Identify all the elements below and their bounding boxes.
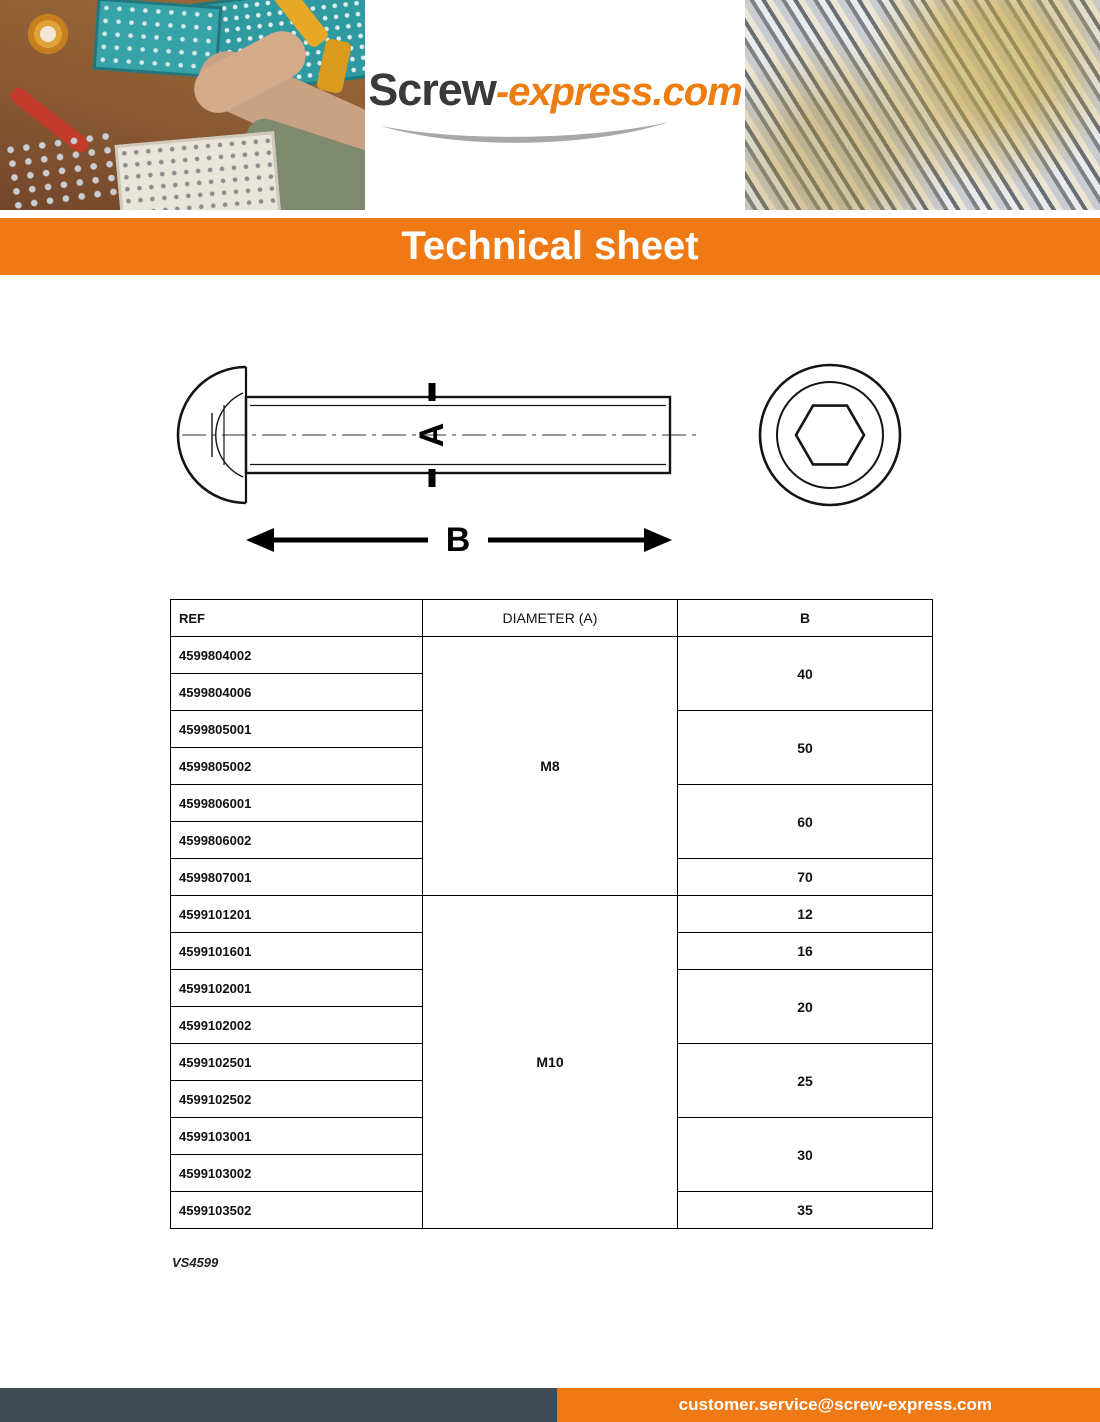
contact-email: customer.service@screw-express.com xyxy=(678,1395,992,1414)
ref-cell: 4599102001 xyxy=(171,970,423,1007)
logo-text xyxy=(368,64,742,116)
b-cell: 12 xyxy=(678,896,933,933)
ref-cell: 4599103502 xyxy=(171,1192,423,1229)
ref-cell: 4599101201 xyxy=(171,896,423,933)
b-cell: 60 xyxy=(678,785,933,859)
b-cell: 20 xyxy=(678,970,933,1044)
dimension-b xyxy=(246,521,672,559)
banner xyxy=(0,218,1100,275)
ref-cell: 4599101601 xyxy=(171,933,423,970)
table-row xyxy=(171,637,933,674)
ref-cell: 4599804002 xyxy=(171,637,423,674)
ref-cell: 4599805001 xyxy=(171,711,423,748)
logo-swoosh xyxy=(375,118,675,146)
b-cell: 35 xyxy=(678,1192,933,1229)
dimension-b-label: B xyxy=(445,521,471,559)
ref-cell: 4599102502 xyxy=(171,1081,423,1118)
logo-text-express: -express.com xyxy=(495,70,742,114)
header xyxy=(0,0,1100,210)
table-row xyxy=(171,896,933,933)
b-cell: 70 xyxy=(678,859,933,896)
b-cell: 25 xyxy=(678,1044,933,1118)
reference-code: VS4599 xyxy=(172,1255,219,1270)
diameter-cell-m8: M8 xyxy=(423,637,678,896)
ref-cell: 4599102501 xyxy=(171,1044,423,1081)
b-cell: 50 xyxy=(678,711,933,785)
screw-front-view xyxy=(760,365,900,505)
photo-screws-pile xyxy=(745,0,1100,210)
dimension-a xyxy=(413,383,451,487)
photo-detail-tape-measure xyxy=(40,26,56,42)
logo-text-screw: Screw xyxy=(368,64,496,115)
photo-detail-tray xyxy=(115,131,282,210)
spec-table xyxy=(170,599,933,1229)
col-header-b: B xyxy=(678,600,933,637)
ref-cell: 4599807001 xyxy=(171,859,423,896)
logo xyxy=(365,0,745,210)
dimension-a-label: A xyxy=(413,422,451,448)
diameter-cell-m10: M10 xyxy=(423,896,678,1229)
spec-table-wrap xyxy=(170,599,1100,1229)
photo-workbench xyxy=(0,0,365,210)
b-cell: 30 xyxy=(678,1118,933,1192)
table-header-row xyxy=(171,600,933,637)
ref-cell: 4599804006 xyxy=(171,674,423,711)
footer-orange-bar xyxy=(557,1388,1100,1422)
col-header-diameter: DIAMETER (A) xyxy=(423,600,678,637)
screw-drawing xyxy=(0,335,1100,585)
photo-detail-screws xyxy=(2,129,121,210)
b-cell: 40 xyxy=(678,637,933,711)
ref-cell: 4599806001 xyxy=(171,785,423,822)
technical-drawing xyxy=(0,335,1100,585)
ref-cell: 4599102002 xyxy=(171,1007,423,1044)
b-cell: 16 xyxy=(678,933,933,970)
ref-cell: 4599103001 xyxy=(171,1118,423,1155)
ref-cell: 4599806002 xyxy=(171,822,423,859)
ref-cell: 4599805002 xyxy=(171,748,423,785)
footer-gray-bar xyxy=(0,1388,557,1422)
col-header-ref: REF xyxy=(171,600,423,637)
ref-cell: 4599103002 xyxy=(171,1155,423,1192)
footer xyxy=(0,1388,1100,1422)
page-title: Technical sheet xyxy=(401,224,699,268)
